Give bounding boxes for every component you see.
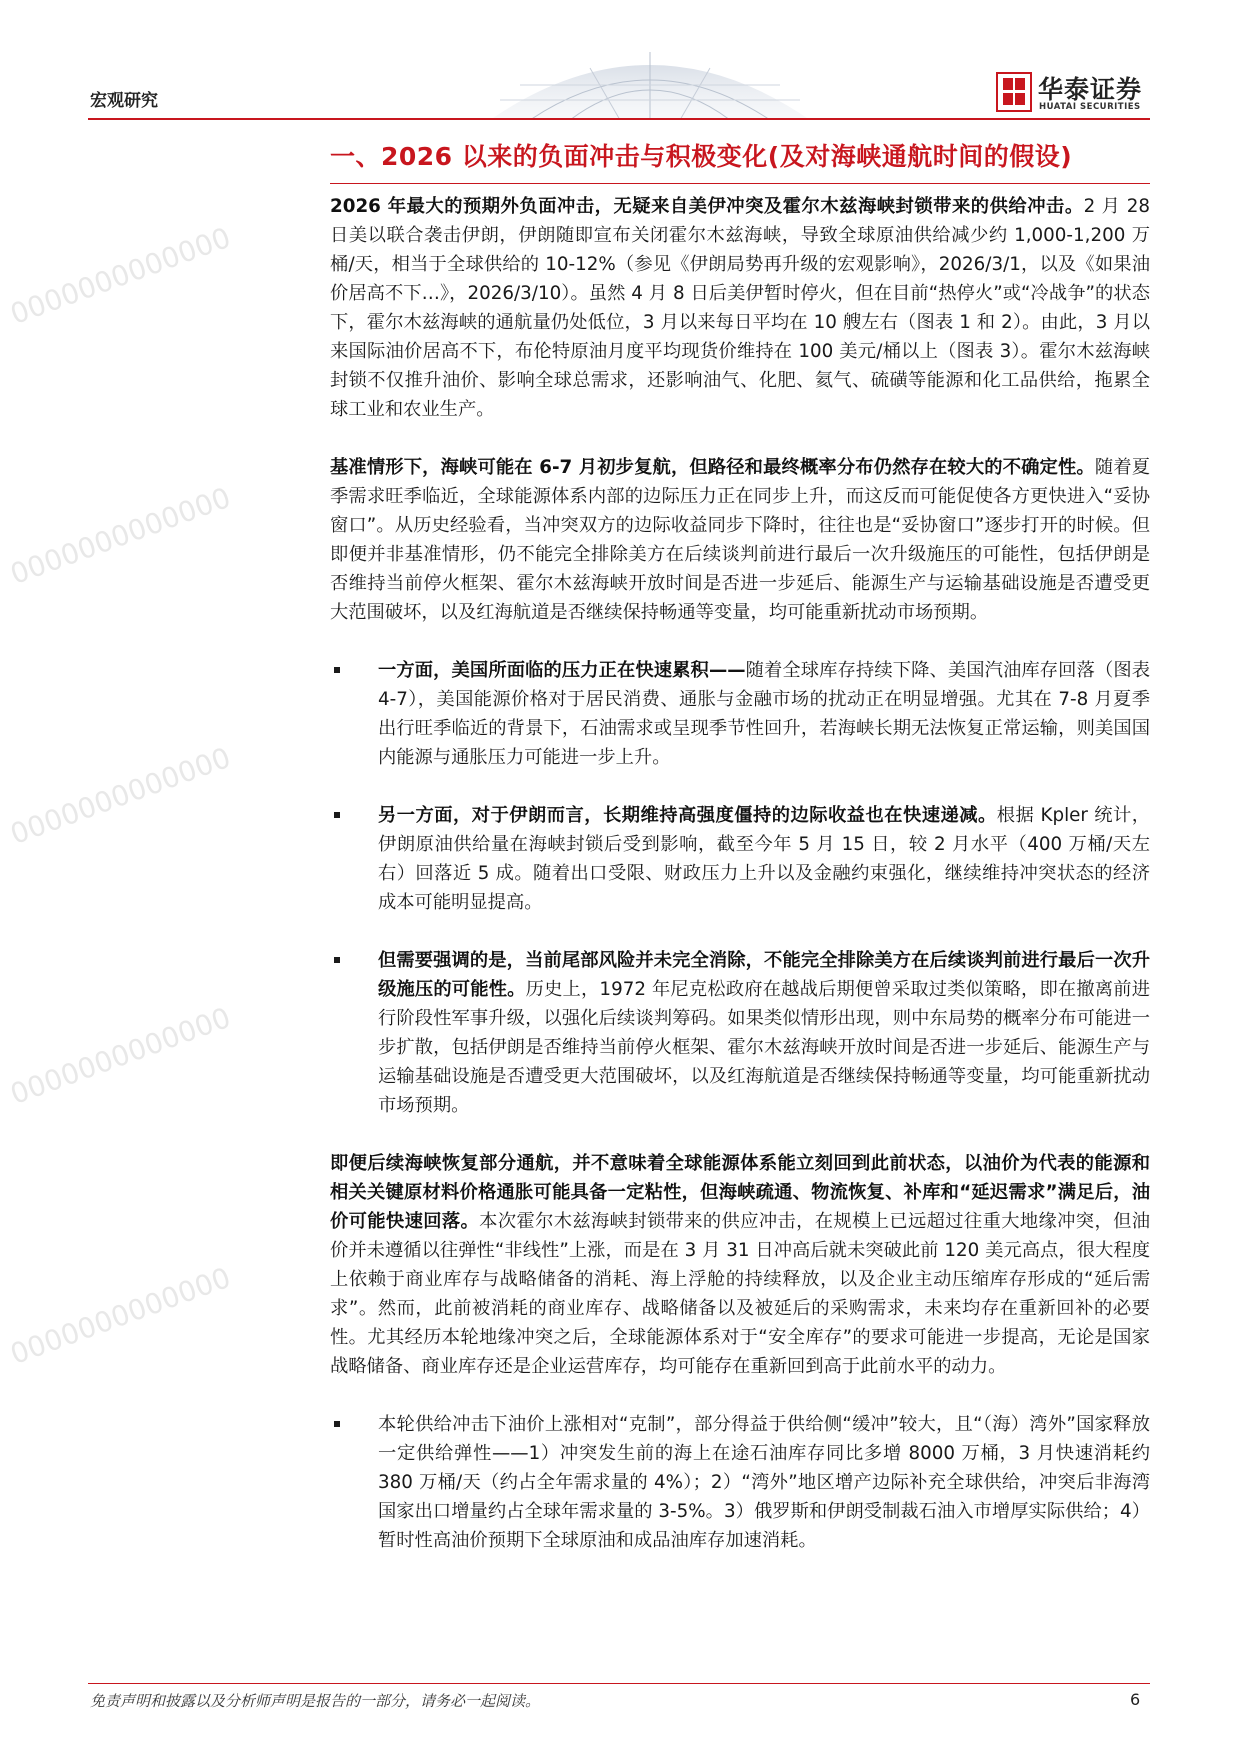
company-logo — [996, 72, 1146, 116]
paragraph — [330, 192, 1150, 424]
article-body — [330, 192, 1150, 1555]
bullet-item — [330, 801, 1150, 917]
section-title: 一、2026 以来的负面冲击与积极变化(及对海峡通航时间的假设) — [330, 142, 1073, 171]
bullet-icon — [334, 957, 340, 963]
bullet-item — [330, 946, 1150, 1120]
header-divider — [88, 118, 1150, 120]
bullet-lead: 但需要强调的是，当前尾部风险并未完全消除，不能完全排除美方在后续谈判前进行最后一次升级施压的可能性。 — [378, 950, 1150, 1000]
paragraph-lead: 即便后续海峡恢复部分通航，并不意味着全球能源体系能立刻回到此前状态，以油价为代表的能源和相关关键原材料价格通胀可能具备一定粘性，但海峡疏通、物流恢复、补库和“延迟需求”满足后，油价可能快速回落。 — [330, 1153, 1150, 1232]
watermark: 0000000000000 — [6, 1260, 235, 1372]
bullet-body: 本轮供给冲击下油价上涨相对“克制”，部分得益于供给侧“缓冲”较大，且“（海）湾外”国家释放一定供给弹性——1）冲突发生前的海上在途石油库存同比多增 8000 万桶，3 月快速消耗约 380 万桶/天（约占全年需求量的 4%）；2）“湾外”地区增产边际补充全球供给，冲突后非海湾国家出口增量约占全球年需求量的 3-5%。3）俄罗斯和伊朗受制裁石油入市增厚实际供给；4）暂时性高油价预期下全球原油和成品油库存加速消耗。 — [378, 1414, 1150, 1551]
bullet-lead: 另一方面，对于伊朗而言，长期维持高强度僵持的边际收益也在快速递减。 — [378, 805, 997, 826]
footer-disclaimer: 免责声明和披露以及分析师声明是报告的一部分，请务必一起阅读。 — [90, 1692, 541, 1710]
bullet-icon — [334, 812, 340, 818]
watermark: 0000000000000 — [6, 480, 235, 592]
bullet-icon — [334, 1421, 340, 1427]
bullet-body: 随着全球库存持续下降、美国汽油库存回落（图表 4-7），美国能源价格对于居民消费、通胀与金融市场的扰动正在明显增强。尤其在 7-8 月夏季出行旺季临近的背景下，石油需求或呈现季节性回升，若海峡长期无法恢复正常运输，则美国国内能源与通胀压力可能进一步上升。 — [378, 660, 1151, 768]
paragraph — [330, 453, 1150, 627]
bullet-body: 历史上，1972 年尼克松政府在越战后期便曾采取过类似策略，即在撤离前进行阶段性军事升级，以强化后续谈判筹码。如果类似情形出现，则中东局势的概率分布可能进一步扩散，包括伊朗是否维持当前停火框架、霍尔木兹海峡开放时间是否进一步延后、能源生产与运输基础设施是否遭受更大范围破坏，以及红海航道是否继续保持畅通等变量，均可能重新扰动市场预期。 — [378, 979, 1150, 1116]
bullet-item — [330, 656, 1150, 772]
bullet-body: 根据 Kpler 统计，伊朗原油供给量在海峡封锁后受到影响，截至今年 5 月 15 日，较 2 月水平（400 万桶/天左右）回落近 5 成。随着出口受限、财政压力上升以及金融约束强化，继续维持冲突状态的经济成本可能明显提高。 — [378, 805, 1151, 913]
watermark: 0000000000000 — [6, 220, 235, 332]
logo-text-cn: 华泰证券 — [1038, 75, 1143, 104]
paragraph-body: 随着夏季需求旺季临近，全球能源体系内部的边际压力正在同步上升，而这反而可能促使各方更快进入“妥协窗口”。从历史经验看，当冲突双方的边际收益同步下降时，往往也是“妥协窗口”逐步打开的时候。但即便并非基准情形，仍不能完全排除美方在后续谈判前进行最后一次升级施压的可能性，包括伊朗是否维持当前停火框架、霍尔木兹海峡开放时间是否进一步延后、能源生产与运输基础设施是否遭受更大范围破坏，以及红海航道是否继续保持畅通等变量，均可能重新扰动市场预期。 — [330, 457, 1151, 623]
globe-graphic — [470, 40, 830, 120]
footer-divider — [88, 1683, 1150, 1684]
logo-mark-icon — [996, 72, 1032, 112]
bullet-icon — [334, 667, 340, 673]
bullet-item — [330, 1410, 1150, 1555]
paragraph — [330, 1149, 1150, 1381]
paragraph-body: 2 月 28 日美以联合袭击伊朗，伊朗随即宣布关闭霍尔木兹海峡，导致全球原油供给减少约 1,000-1,200 万桶/天，相当于全球供给的 10-12%（参见《伊朗局势再升级的宏观影响》，2026/3/1，以及《如果油价居高不下…》，2026/3/10）。虽然 4 月 8 日后美伊暂时停火，但在目前“热停火”或“冷战争”的状态下，霍尔木兹海峡的通航量仍处低位，3 月以来每日平均在 10 艘左右（图表 1 和 2）。由此，3 月以来国际油价居高不下，布伦特原油月度平均现货价维持在 100 美元/桶以上（图表 3）。霍尔木兹海峡封锁不仅推升油价、影响全球总需求，还影响油气、化肥、氦气、硫磺等能源和化工品供给，拖累全球工业和农业生产。 — [330, 196, 1150, 420]
watermark: 0000000000000 — [6, 740, 235, 852]
paragraph-lead: 基准情形下，海峡可能在 6-7 月初步复航，但路径和最终概率分布仍然存在较大的不确定性。 — [330, 457, 1095, 478]
bullet-lead: 一方面，美国所面临的压力正在快速累积—— — [378, 660, 746, 681]
title-divider — [330, 183, 1150, 184]
section-label: 宏观研究 — [90, 91, 158, 111]
watermark: 0000000000000 — [6, 1000, 235, 1112]
paragraph-lead: 2026 年最大的预期外负面冲击，无疑来自美伊冲突及霍尔木兹海峡封锁带来的供给冲击。 — [330, 196, 1084, 217]
logo-text-en: HUATAI SECURITIES — [1039, 102, 1141, 112]
paragraph-body: 本次霍尔木兹海峡封锁带来的供应冲击，在规模上已远超过往重大地缘冲突，但油价并未遵循以往弹性“非线性”上涨，而是在 3 月 31 日冲高后就未突破此前 120 美元高点，很大程度上依赖于商业库存与战略储备的消耗、海上浮舱的持续释放，以及企业主动压缩库存形成的“延后需求”。然而，此前被消耗的商业库存、战略储备以及被延后的采购需求，未来均存在重新回补的必要性。尤其经历本轮地缘冲突之后，全球能源体系对于“安全库存”的要求可能进一步提高，无论是国家战略储备、商业库存还是企业运营库存，均可能存在重新回到高于此前水平的动力。 — [330, 1211, 1151, 1377]
page-number: 6 — [1130, 1690, 1141, 1709]
